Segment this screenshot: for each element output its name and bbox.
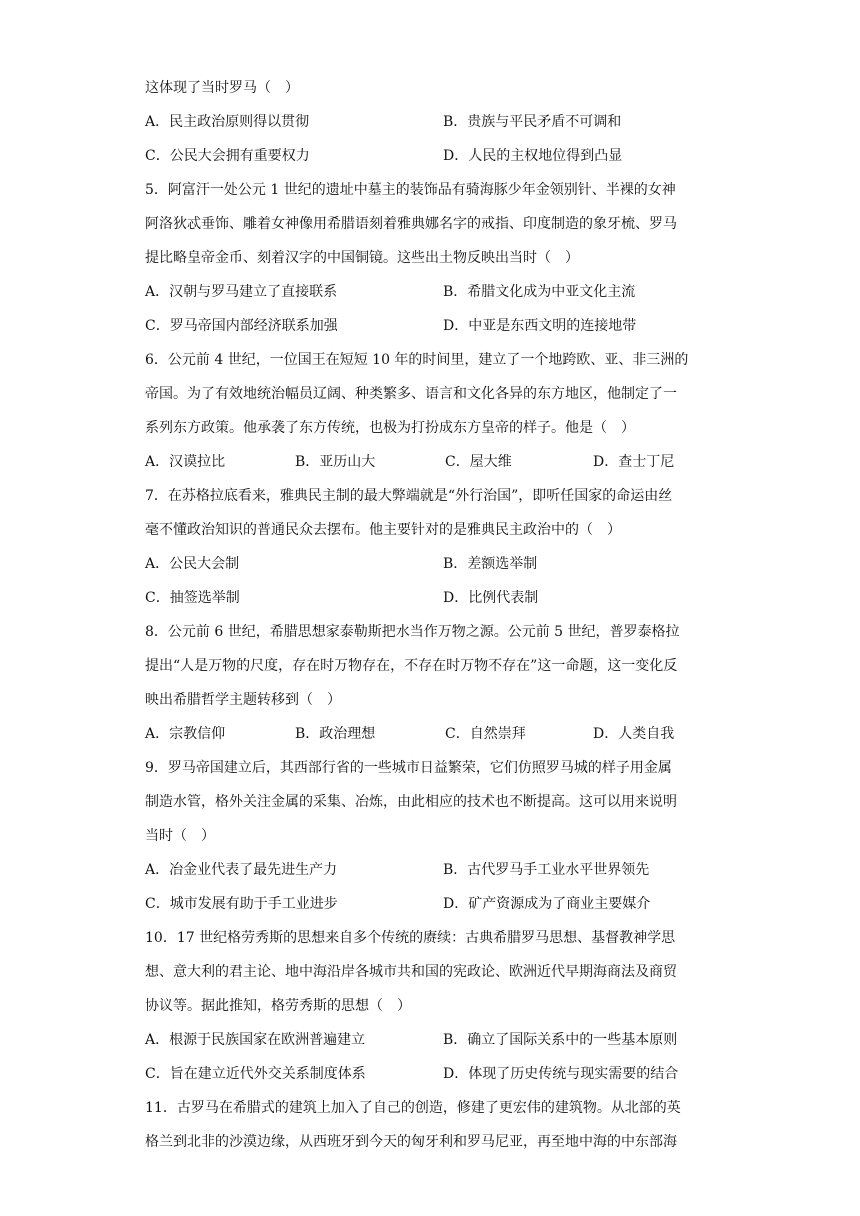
option-a: A．公民大会制	[145, 556, 240, 572]
option-d: D．矿产资源成为了商业主要媒介	[443, 896, 651, 912]
question-5-stem-line: 阿洛狄忒垂饰、雕着女神像用希腊语刻着雅典娜名字的戒指、印度制造的象牙梳、罗马	[145, 216, 677, 232]
question-5-options-row-1	[145, 275, 720, 309]
option-c: C．屋大维	[445, 454, 512, 470]
option-d: D．比例代表制	[443, 590, 539, 606]
option-b: B．古代罗马手工业水平世界领先	[443, 862, 650, 878]
option-d: D．中亚是东西文明的连接地带	[443, 318, 637, 334]
question-10-stem-line: 想、意大利的君主论、地中海沿岸各城市共和国的宪政论、欧洲近代早期海商法及商贸	[145, 964, 677, 980]
question-10-stem-line: 10．17 世纪格劳秀斯的思想来自多个传统的赓续：古典希腊罗马思想、基督教神学思	[145, 930, 676, 946]
option-d: D．查士丁尼	[593, 454, 675, 470]
question-6-stem-line: 系列东方政策。他承袭了东方传统，也极为打扮成东方皇帝的样子。他是（ ）	[145, 420, 635, 436]
option-d: D．体现了历史传统与现实需要的结合	[443, 1066, 679, 1082]
question-10-options-row-2	[145, 1057, 720, 1091]
question-6-stem-line: 6．公元前 4 世纪，一位国王在短短 10 年的时间里，建立了一个地跨欧、亚、非三洲的	[145, 352, 689, 368]
question-8-stem-line: 提出“人是万物的尺度，存在时万物存在，不存在时万物不存在”这一命题，这一变化反	[145, 658, 678, 674]
question-7-options-row-2	[145, 581, 720, 615]
question-4-options-row-2	[145, 139, 720, 173]
question-list	[145, 71, 720, 1159]
question-9-options-row-1	[145, 853, 720, 887]
question-5-options-row-2	[145, 309, 720, 343]
question-6-stem-line: 帝国。为了有效地统治幅员辽阔、种类繁多、语言和文化各异的东方地区，他制定了一	[145, 386, 677, 402]
option-d: D．人类自我	[593, 726, 675, 742]
question-9-stem-line: 制造水管，格外关注金属的采集、冶炼，由此相应的技术也不断提高。这可以用来说明	[145, 794, 677, 810]
option-b: B．贵族与平民矛盾不可调和	[443, 114, 622, 130]
question-6-options-row	[145, 445, 720, 479]
question-9-stem-line: 9．罗马帝国建立后，其西部行省的一些城市日益繁荣，它们仿照罗马城的样子用金属	[145, 760, 672, 776]
option-c: C．罗马帝国内部经济联系加强	[145, 318, 338, 334]
question-8-stem-line: 8．公元前 6 世纪，希腊思想家泰勒斯把水当作万物之源。公元前 5 世纪，普罗泰格拉	[145, 624, 680, 640]
question-10-options-row-1	[145, 1023, 720, 1057]
option-b: B．亚历山大	[295, 454, 376, 470]
question-4-options-row-1	[145, 105, 720, 139]
option-d: D．人民的主权地位得到凸显	[443, 148, 623, 164]
option-c: C．自然崇拜	[445, 726, 526, 742]
question-10-stem-line: 协议等。据此推知，格劳秀斯的思想（ ）	[145, 998, 411, 1014]
question-11-stem-line: 11．古罗马在希腊式的建筑上加入了自己的创造，修建了更宏伟的建筑物。从北部的英	[145, 1100, 681, 1116]
question-4-stem-tail: 这体现了当时罗马（ ）	[145, 80, 299, 96]
question-7-stem-line: 毫不懂政治知识的普通民众去摆布。他主要针对的是雅典民主政治中的（ ）	[145, 522, 621, 538]
option-a: A．宗教信仰	[145, 726, 226, 742]
question-7-stem-line: 7．在苏格拉底看来，雅典民主制的最大弊端就是“外行治国”，即听任国家的命运由丝	[145, 488, 673, 504]
option-a: A．民主政治原则得以贯彻	[145, 114, 310, 130]
question-11-stem-line: 格兰到北非的沙漠边缘，从西班牙到今天的匈牙利和罗马尼亚，再至地中海的中东部海	[145, 1134, 677, 1150]
option-b: B．希腊文化成为中亚文化主流	[443, 284, 636, 300]
question-5-stem-line: 5．阿富汗一处公元 1 世纪的遗址中墓主的装饰品有骑海豚少年金领别针、半裸的女神	[145, 182, 676, 198]
option-b: B．政治理想	[295, 726, 376, 742]
question-7-options-row-1	[145, 547, 720, 581]
option-c: C．抽签选举制	[145, 590, 240, 606]
option-a: A．根源于民族国家在欧洲普遍建立	[145, 1032, 366, 1048]
option-b: B．差额选举制	[443, 556, 538, 572]
question-5-stem-line: 提比略皇帝金币、刻着汉字的中国铜镜。这些出土物反映出当时（ ）	[145, 250, 579, 266]
option-a: A．冶金业代表了最先进生产力	[145, 862, 338, 878]
question-9-options-row-2	[145, 887, 720, 921]
option-c: C．旨在建立近代外交关系制度体系	[145, 1066, 366, 1082]
option-a: A．汉朝与罗马建立了直接联系	[145, 284, 338, 300]
option-a: A．汉谟拉比	[145, 454, 226, 470]
question-8-options-row	[145, 717, 720, 751]
option-b: B．确立了国际关系中的一些基本原则	[443, 1032, 678, 1048]
option-c: C．城市发展有助于手工业进步	[145, 896, 338, 912]
question-8-stem-line: 映出希腊哲学主题转移到（ ）	[145, 692, 341, 708]
option-c: C．公民大会拥有重要权力	[145, 148, 310, 164]
question-9-stem-line: 当时（ ）	[145, 828, 215, 844]
